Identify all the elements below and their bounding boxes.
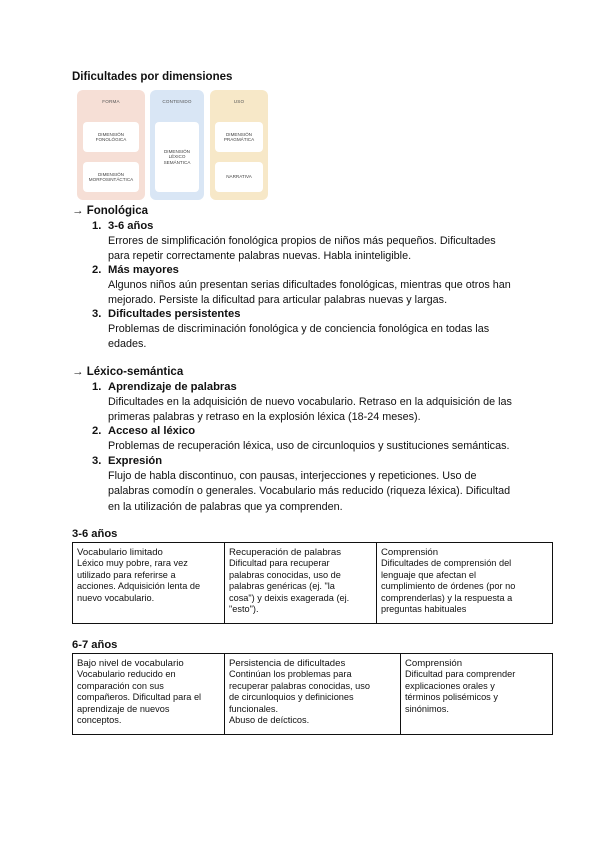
- section-title-fonologica: → Fonológica: [72, 205, 149, 217]
- cell-line: Léxico muy pobre, rara vez: [77, 558, 188, 569]
- item-text: [108, 469, 528, 515]
- item-text: [108, 234, 528, 265]
- cell-line: "esto").: [229, 604, 259, 615]
- page-title: Dificultades por dimensiones: [72, 71, 233, 83]
- cell-line: funcionales.: [229, 703, 279, 714]
- diagram-column-contenido: [150, 90, 204, 200]
- text-line: Problemas de discriminación fonológica y de conciencia fonológica en todas las: [108, 323, 490, 335]
- item-title: Dificultades persistentes: [108, 308, 241, 320]
- text-line: para repetir correctamente palabras nuevas. Habla ininteligible.: [108, 250, 412, 263]
- cell-line: conceptos.: [77, 715, 122, 726]
- column-label: CONTENIDO: [162, 99, 192, 104]
- item-text: [108, 322, 528, 353]
- cell-line: utilizado para referirse a: [77, 569, 176, 580]
- table-title-3-6: 3-6 años: [72, 528, 118, 540]
- cell-line: Abuso de deícticos.: [229, 715, 310, 726]
- cell-line: Continúan los problemas para: [229, 669, 352, 680]
- item-title: Aprendizaje de palabras: [108, 381, 237, 393]
- table-title-6-7: 6-7 años: [72, 639, 118, 651]
- item-text: [108, 395, 528, 426]
- table-cell: [377, 543, 553, 624]
- text-line: Problemas de recuperación léxica, uso de circunloquios y sustituciones semánticas.: [108, 440, 510, 452]
- column-label: FORMA: [102, 99, 120, 104]
- cell-line: Dificultad para recuperar: [229, 558, 330, 569]
- item-text: [108, 278, 528, 309]
- cell-heading: Bajo nivel de vocabulario: [77, 658, 184, 669]
- text-line: edades.: [108, 338, 147, 351]
- cell-line: de circunloquios y definiciones: [229, 692, 354, 703]
- cell-line: cumplimiento de órdenes (por no: [381, 581, 516, 592]
- cell-line: nuevo vocabulario.: [77, 592, 155, 603]
- cell-line: palabras genéricas (ej. "la: [229, 581, 335, 592]
- diagram-box-pragmatica: DIMENSIÓN PRAGMÁTICA: [215, 122, 263, 152]
- cell-heading: Comprensión: [405, 658, 463, 669]
- cell-line: Dificultad para comprender: [405, 669, 516, 680]
- diagram-box-lexico-semantica: DIMENSIÓN LÉXICO SEMÁNTICA: [155, 122, 199, 192]
- cell-line: términos polisémicos y: [405, 692, 498, 703]
- table-3-6-anos: [72, 542, 553, 624]
- text-line: mejorado. Persiste la dificultad para articular palabras nuevas y largas.: [108, 294, 448, 307]
- table-cell: [73, 543, 225, 624]
- cell-line: palabras conocidas, uso de: [229, 569, 341, 580]
- cell-line: explicaciones orales y: [405, 680, 495, 691]
- cell-line: cosa") y deixis exagerada (ej.: [229, 592, 350, 603]
- item-title: 3-6 años: [108, 220, 154, 232]
- column-label: USO: [233, 99, 245, 104]
- table-cell: [225, 543, 377, 624]
- cell-line: aprendizaje de nuevos: [77, 703, 170, 714]
- list-number: 1.: [92, 381, 102, 393]
- cell-line: sinónimos.: [405, 703, 449, 714]
- text-line: Errores de simplificación fonológica propios de niños más pequeños. Dificultades: [108, 235, 496, 247]
- cell-line: Vocabulario reducido en: [77, 669, 176, 680]
- table-cell: [73, 654, 225, 735]
- cell-heading: Recuperación de palabras: [229, 547, 342, 558]
- diagram-box-morfosintactica: DIMENSIÓN MORFOSINTÁCTICA: [83, 162, 139, 192]
- section-title-lexico-semantica: → Léxico-semántica: [72, 366, 184, 378]
- table-6-7-anos: [72, 653, 553, 735]
- cell-heading: Vocabulario limitado: [77, 547, 163, 558]
- cell-line: comprenderlas) y la respuesta a: [381, 592, 513, 603]
- text-line: Flujo de habla discontinuo, con pausas, interjecciones y repeticiones. Uso de: [108, 470, 477, 482]
- item-title: Acceso al léxico: [108, 425, 196, 437]
- text-line: primeras palabras y retraso en la explosión léxica (18-24 meses).: [108, 411, 421, 424]
- cell-heading: Comprensión: [381, 547, 439, 558]
- text-line: palabras comodín o generales. Vocabulario más reducido (riqueza léxica). Dificultad: [108, 485, 511, 498]
- text-line: Algunos niños aún presentan serias dificultades fonológicas, mientras que otros han: [108, 279, 511, 291]
- table-cell: [401, 654, 553, 735]
- cell-line: preguntas habituales: [381, 604, 467, 615]
- diagram-box-fonologica: DIMENSIÓN FONOLÓGICA: [83, 122, 139, 152]
- diagram-box-narrativa: NARRATIVA: [215, 162, 263, 192]
- table-cell: [225, 654, 401, 735]
- cell-line: Dificultades de comprensión del: [381, 558, 512, 569]
- list-number: 3.: [92, 455, 102, 467]
- text-line: en la utilización de palabras que ya comprenden.: [108, 500, 343, 513]
- list-number: 2.: [92, 425, 102, 437]
- cell-line: lenguaje que afectan el: [381, 569, 477, 580]
- item-title: Expresión: [108, 455, 163, 467]
- cell-line: acciones. Adquisición lenta de: [77, 581, 201, 592]
- cell-line: compañeros. Dificultad para el: [77, 692, 202, 703]
- cell-line: comparación con sus: [77, 680, 164, 691]
- text-line: Dificultades en la adquisición de nuevo vocabulario. Retraso en la adquisición de las: [108, 396, 512, 408]
- list-number: 3.: [92, 308, 102, 320]
- list-number: 1.: [92, 220, 102, 232]
- cell-line: recuperar palabras conocidas, uso: [229, 680, 370, 691]
- item-title: Más mayores: [108, 264, 179, 276]
- table-row: [73, 654, 553, 735]
- list-number: 2.: [92, 264, 102, 276]
- cell-heading: Persistencia de dificultades: [229, 658, 346, 669]
- table-row: [73, 543, 553, 624]
- item-text: [108, 439, 528, 454]
- diagram-column-uso: [210, 90, 268, 200]
- diagram-column-forma: [77, 90, 145, 200]
